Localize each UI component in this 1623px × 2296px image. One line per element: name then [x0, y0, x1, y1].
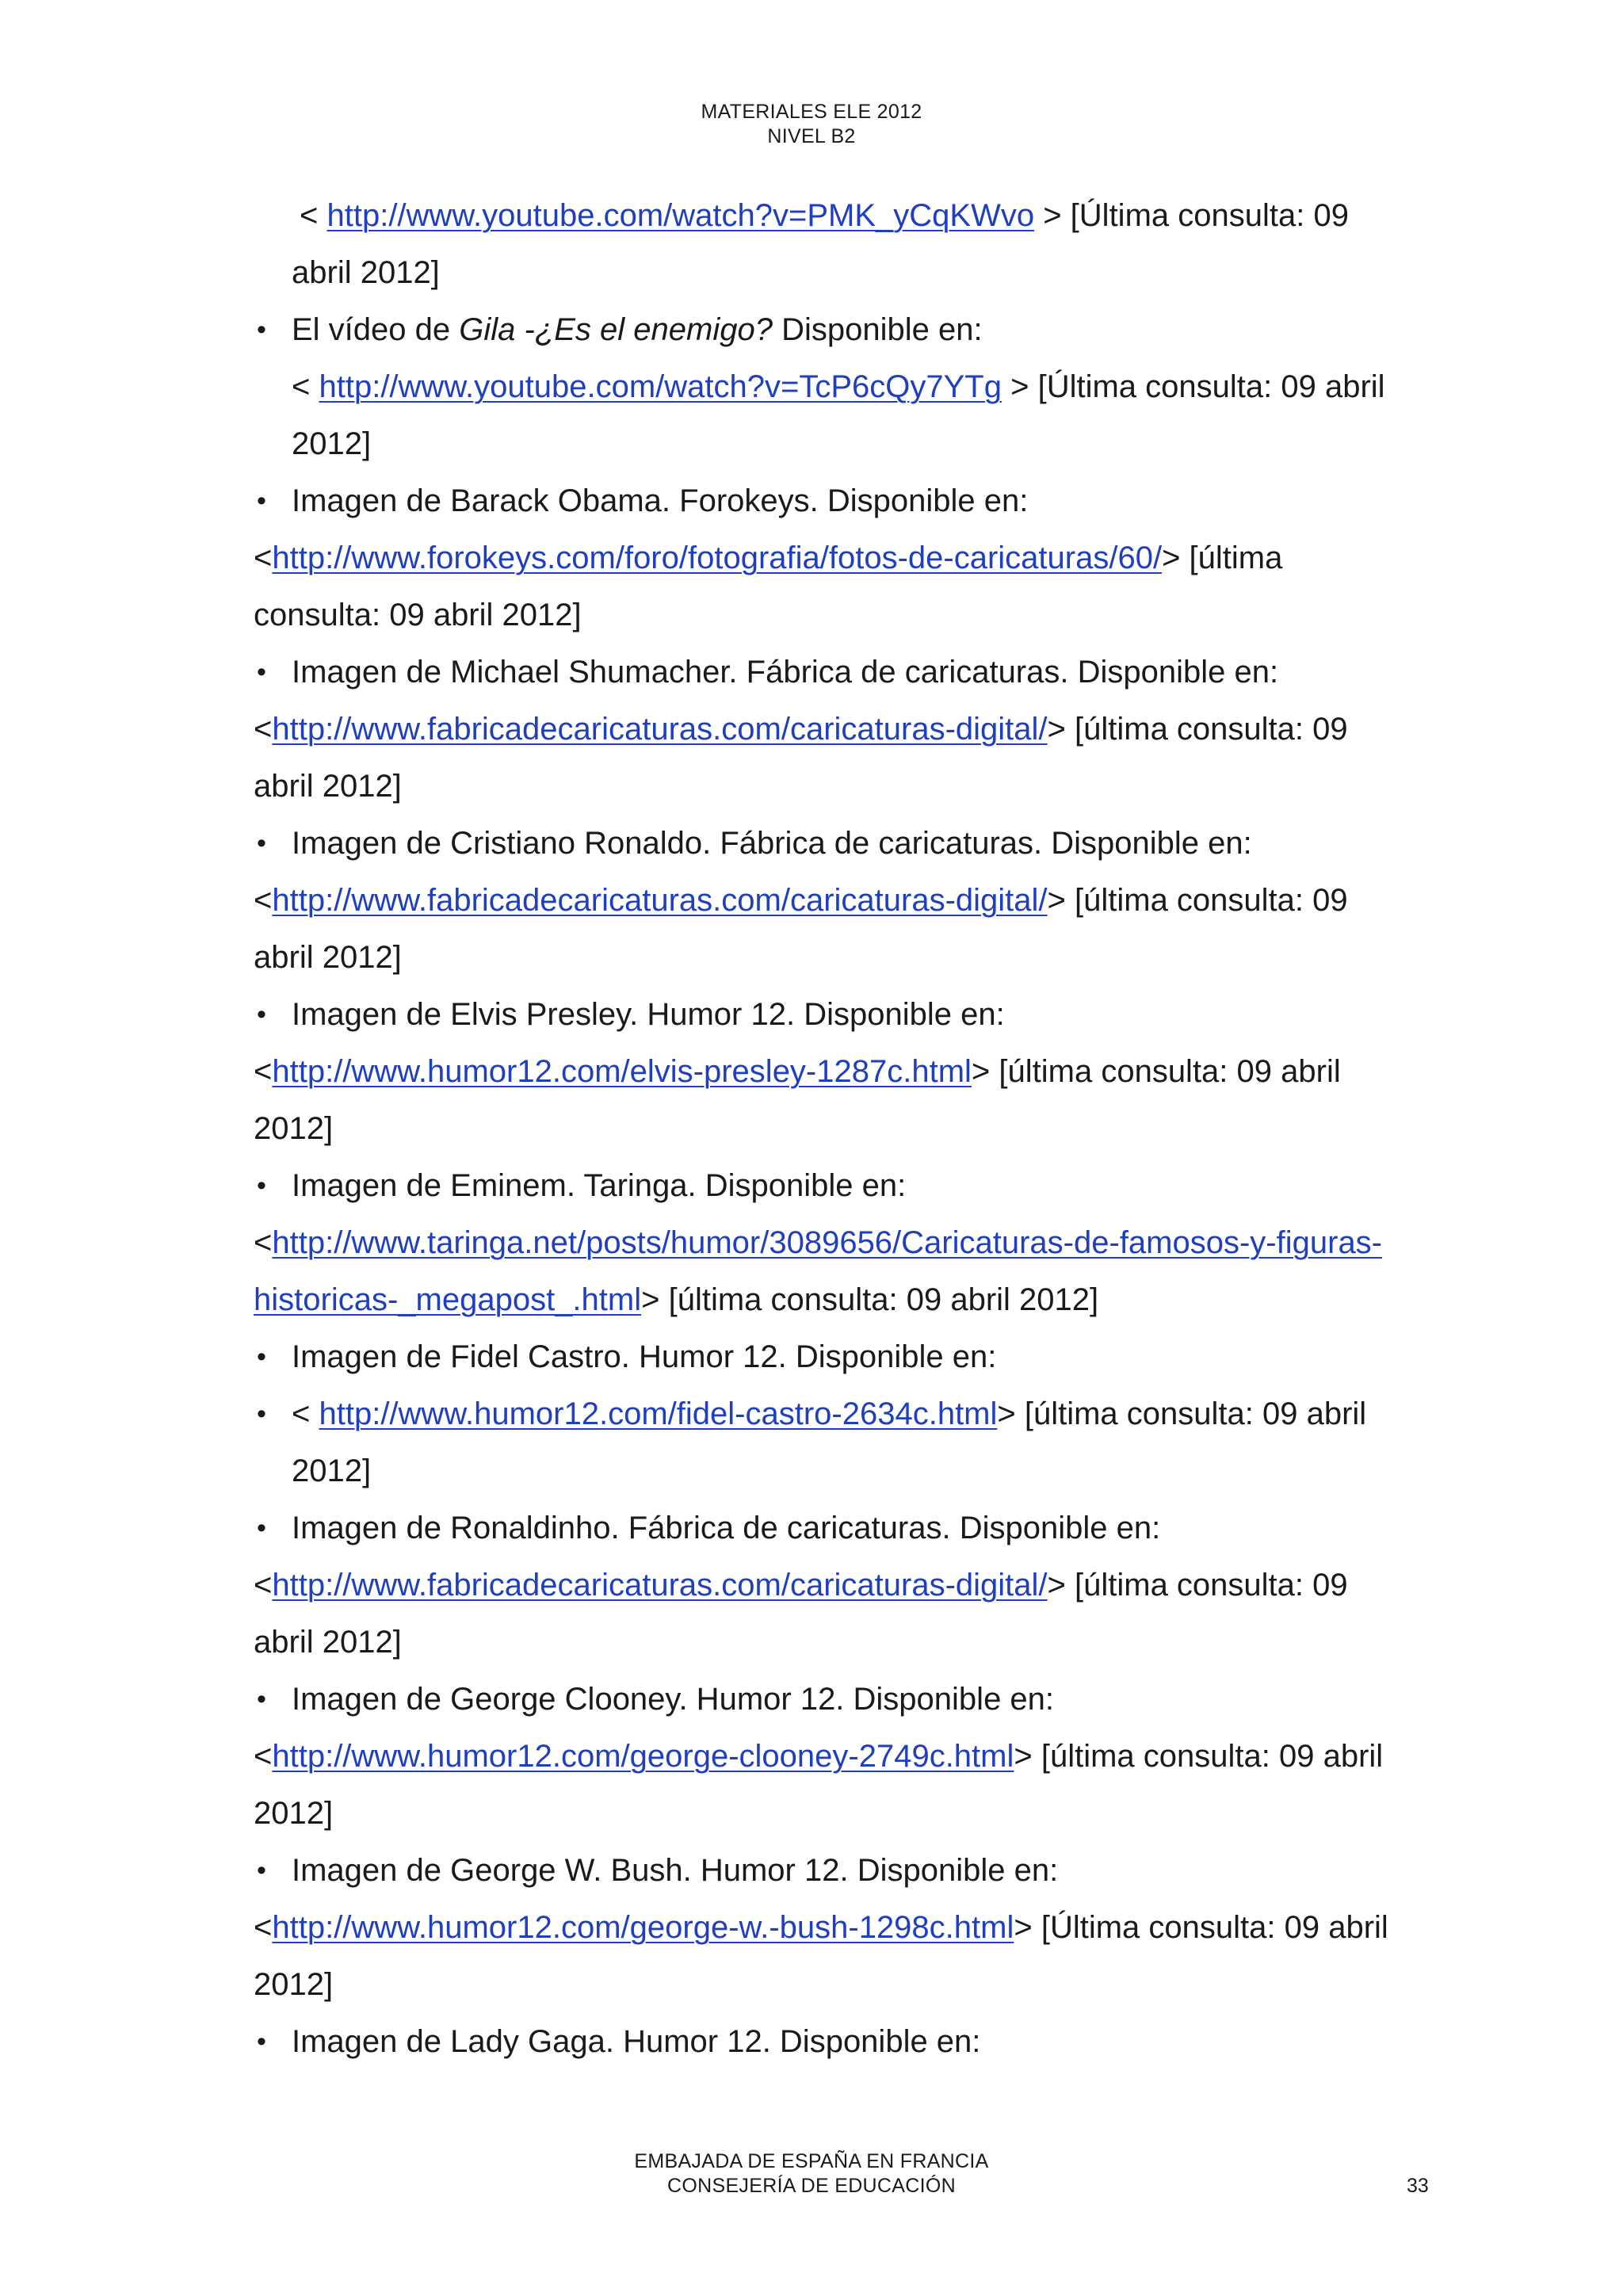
bullet-icon: •	[257, 315, 266, 345]
reference-continuation: 2012]	[292, 426, 372, 461]
reference-title: Imagen de Eminem. Taringa. Disponible en:	[292, 1168, 907, 1203]
footer-embassy: EMBAJADA DE ESPAÑA EN FRANCIA	[634, 2150, 989, 2172]
list-item	[254, 472, 1442, 529]
reference-continuation: abril 2012]	[292, 255, 440, 290]
reference-continuation: 2012]	[254, 1111, 334, 1146]
reference-title: Imagen de George W. Bush. Humor 12. Disponible en:	[292, 1853, 1059, 1888]
reference-title: Imagen de George Clooney. Humor 12. Disponible en:	[292, 1682, 1055, 1717]
list-item	[254, 986, 1442, 1043]
bullet-icon: •	[257, 657, 266, 687]
page-number: 33	[1407, 2175, 1429, 2197]
reference-continuation: abril 2012]	[254, 940, 402, 975]
reference-title: Imagen de Fidel Castro. Humor 12. Disponible en:	[292, 1339, 997, 1374]
reference-link[interactable]: http://www.fabricadecaricaturas.com/caricaturas-digital/	[272, 712, 1048, 747]
reference-link[interactable]: http://www.forokeys.com/foro/fotografia/fotos-de-caricaturas/60/	[272, 541, 1163, 575]
reference-title: Imagen de Cristiano Ronaldo. Fábrica de caricaturas. Disponible en:	[292, 826, 1252, 861]
reference-link-line: <http://www.fabricadecaricaturas.com/caricaturas-digital/> [última consulta: 09	[254, 1568, 1348, 1603]
reference-link-line: <http://www.fabricadecaricaturas.com/caricaturas-digital/> [última consulta: 09	[254, 712, 1348, 747]
bullet-icon: •	[257, 828, 266, 858]
page-footer	[0, 2149, 1623, 2199]
reference-link-line: < http://www.youtube.com/watch?v=PMK_yCqKWvo > [Última consulta: 09	[300, 198, 1349, 233]
reference-continuation: abril 2012]	[254, 1625, 402, 1660]
reference-continuation: 2012]	[292, 1454, 372, 1488]
bullet-icon: •	[257, 1513, 266, 1543]
header-title: MATERIALES ELE 2012	[701, 101, 922, 123]
reference-link[interactable]: historicas-_megapost_.html	[254, 1282, 642, 1317]
list-item	[254, 815, 1442, 872]
reference-title: Imagen de Michael Shumacher. Fábrica de caricaturas. Disponible en:	[292, 655, 1279, 690]
bullet-icon: •	[257, 1171, 266, 1201]
reference-title: Imagen de Barack Obama. Forokeys. Disponible en:	[292, 483, 1029, 518]
reference-continuation: consulta: 09 abril 2012]	[254, 598, 582, 632]
reference-continuation: 2012]	[254, 1796, 334, 1831]
reference-link-line: <http://www.forokeys.com/foro/fotografia/fotos-de-caricaturas/60/> [última	[254, 541, 1283, 575]
reference-link[interactable]: http://www.humor12.com/elvis-presley-1287c.html	[272, 1054, 972, 1089]
bullet-icon: •	[257, 1399, 266, 1429]
reference-continuation: abril 2012]	[254, 769, 402, 804]
list-item: • < http://www.humor12.com/fidel-castro-2634c.html> [última consulta: 09 abril	[254, 1385, 1442, 1442]
list-item	[254, 1157, 1442, 1214]
reference-link[interactable]: http://www.youtube.com/watch?v=PMK_yCqKWvo	[327, 198, 1035, 233]
bullet-icon: •	[257, 999, 266, 1030]
bullet-icon: •	[257, 1855, 266, 1885]
bullet-icon: •	[257, 2027, 266, 2057]
list-item	[254, 644, 1442, 701]
reference-list	[254, 187, 1442, 2070]
reference-continuation: 2012]	[254, 1967, 334, 2002]
page-header	[0, 100, 1623, 149]
list-item: • El vídeo de Gila -¿Es el enemigo? Disponible en:	[254, 301, 1442, 358]
reference-link-line: <http://www.humor12.com/george-clooney-2749c.html> [última consulta: 09 abril	[254, 1739, 1384, 1774]
list-item	[254, 1842, 1442, 1899]
reference-link-line: < http://www.youtube.com/watch?v=TcP6cQy7YTg > [Última consulta: 09 abril	[292, 369, 1385, 404]
bullet-icon: •	[257, 1684, 266, 1714]
list-item	[254, 1499, 1442, 1557]
reference-link[interactable]: http://www.taringa.net/posts/humor/3089656/Caricaturas-de-famosos-y-figuras-	[272, 1225, 1383, 1260]
header-level: NIVEL B2	[767, 125, 856, 147]
video-title: Gila -¿Es el enemigo?	[459, 312, 773, 347]
reference-link[interactable]: http://www.fabricadecaricaturas.com/caricaturas-digital/	[272, 883, 1048, 918]
reference-title: Imagen de Elvis Presley. Humor 12. Disponible en:	[292, 997, 1005, 1032]
footer-department: CONSEJERÍA DE EDUCACIÓN	[667, 2175, 956, 2197]
list-item	[254, 2013, 1442, 2070]
reference-title: Imagen de Lady Gaga. Humor 12. Disponible en:	[292, 2024, 981, 2059]
reference-link-line: <http://www.fabricadecaricaturas.com/caricaturas-digital/> [última consulta: 09	[254, 883, 1348, 918]
reference-link[interactable]: http://www.humor12.com/fidel-castro-2634c.html	[319, 1396, 998, 1431]
reference-link-line: <http://www.taringa.net/posts/humor/3089656/Caricaturas-de-famosos-y-figuras-	[254, 1225, 1383, 1260]
reference-link[interactable]: http://www.fabricadecaricaturas.com/caricaturas-digital/	[272, 1568, 1048, 1603]
list-item	[254, 1671, 1442, 1728]
reference-link[interactable]: http://www.youtube.com/watch?v=TcP6cQy7YTg	[319, 369, 1002, 404]
reference-link[interactable]: http://www.humor12.com/george-clooney-2749c.html	[272, 1739, 1014, 1774]
reference-link[interactable]: http://www.humor12.com/george-w.-bush-1298c.html	[272, 1910, 1014, 1945]
reference-link-line: <http://www.humor12.com/george-w.-bush-1298c.html> [Última consulta: 09 abril	[254, 1910, 1388, 1945]
reference-link-line: <http://www.humor12.com/elvis-presley-1287c.html> [última consulta: 09 abril	[254, 1054, 1341, 1089]
bullet-icon: •	[257, 486, 266, 516]
reference-link-line: historicas-_megapost_.html> [última consulta: 09 abril 2012]	[254, 1282, 1099, 1317]
list-item	[254, 1328, 1442, 1385]
bullet-icon: •	[257, 1342, 266, 1372]
reference-title: Imagen de Ronaldinho. Fábrica de caricaturas. Disponible en:	[292, 1511, 1161, 1545]
